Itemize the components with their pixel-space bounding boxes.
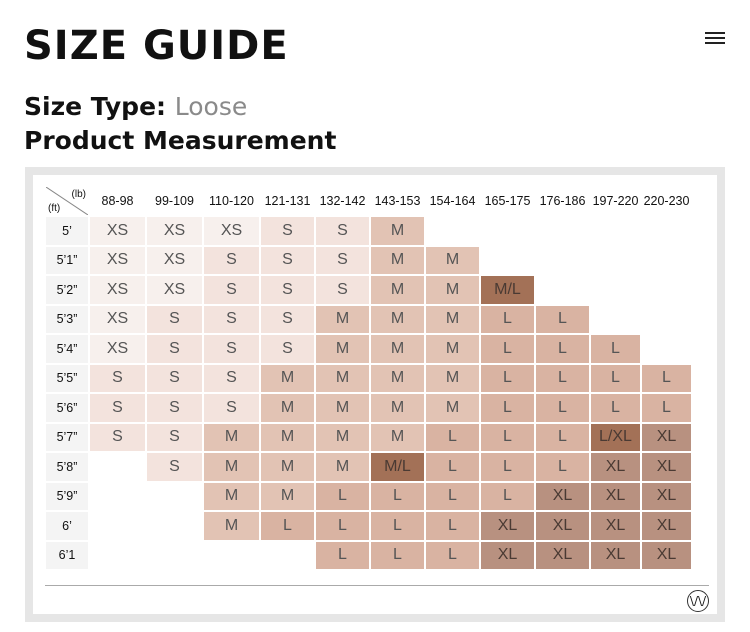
size-cell xyxy=(642,247,691,275)
size-cell: M xyxy=(316,335,369,363)
size-cell xyxy=(204,542,259,570)
weight-column-header: 165-175 xyxy=(484,194,531,208)
size-cell: L xyxy=(371,483,424,511)
size-cell: XL xyxy=(481,512,534,540)
table-row xyxy=(46,276,691,304)
size-cell: L xyxy=(481,365,534,393)
weight-unit-label: (lb) xyxy=(71,189,86,200)
size-cell: M xyxy=(261,483,314,511)
size-cell: M xyxy=(426,335,479,363)
size-cell: L xyxy=(536,424,589,452)
size-cell: S xyxy=(147,335,202,363)
size-cell: L xyxy=(316,542,369,570)
size-cell: XL xyxy=(642,542,691,570)
section-title: Product Measurement xyxy=(24,126,337,155)
size-cell: S xyxy=(90,424,145,452)
size-cell: M xyxy=(316,424,369,452)
size-cell: S xyxy=(204,365,259,393)
size-cell xyxy=(147,512,202,540)
size-cell: L xyxy=(371,512,424,540)
height-row-header: 5’9” xyxy=(46,483,88,511)
size-cell: XL xyxy=(591,483,640,511)
table-row xyxy=(46,394,691,422)
size-cell xyxy=(642,217,691,245)
size-cell: M xyxy=(204,453,259,481)
weight-column-header: 220-230 xyxy=(643,194,690,208)
size-cell: M xyxy=(204,483,259,511)
size-cell: L xyxy=(426,542,479,570)
corner-header-cell xyxy=(46,187,88,215)
size-cell: L xyxy=(642,394,691,422)
size-cell: M xyxy=(316,365,369,393)
size-cell: M xyxy=(204,424,259,452)
size-cell: XS xyxy=(147,217,202,245)
weight-column-header: 99-109 xyxy=(155,194,194,208)
size-cell: L xyxy=(481,453,534,481)
size-cell: XS xyxy=(90,247,145,275)
weight-column-header: 176-186 xyxy=(539,194,586,208)
weight-column-header: 197-220 xyxy=(592,194,639,208)
size-cell: M xyxy=(371,306,424,334)
size-cell: XS xyxy=(90,335,145,363)
size-cell: M xyxy=(371,365,424,393)
size-cell: S xyxy=(147,306,202,334)
brand-logo-icon: \/\/ xyxy=(687,590,709,612)
size-cell: XL xyxy=(481,542,534,570)
weight-column-header: 132-142 xyxy=(319,194,366,208)
size-cell: L xyxy=(481,424,534,452)
size-cell: S xyxy=(147,394,202,422)
size-cell xyxy=(481,217,534,245)
size-cell: XL xyxy=(642,453,691,481)
size-cell xyxy=(426,217,479,245)
size-cell: L xyxy=(426,483,479,511)
size-cell xyxy=(536,276,589,304)
size-cell: XL xyxy=(591,453,640,481)
size-cell: M xyxy=(371,424,424,452)
table-row xyxy=(46,365,691,393)
height-row-header: 5’ xyxy=(46,217,88,245)
size-cell: L xyxy=(481,306,534,334)
size-cell: S xyxy=(316,217,369,245)
size-cell: S xyxy=(147,453,202,481)
size-cell: S xyxy=(147,365,202,393)
weight-column-header: 110-120 xyxy=(209,194,254,208)
size-cell: M xyxy=(371,247,424,275)
size-cell: M/L xyxy=(371,453,424,481)
size-cell: XL xyxy=(642,512,691,540)
divider xyxy=(45,585,709,586)
size-cell: M xyxy=(316,306,369,334)
size-cell: L xyxy=(426,453,479,481)
size-cell: L xyxy=(426,512,479,540)
size-cell: L xyxy=(316,512,369,540)
size-cell xyxy=(642,335,691,363)
size-cell: M xyxy=(371,335,424,363)
table-row xyxy=(46,306,691,334)
size-cell: L xyxy=(536,365,589,393)
table-body xyxy=(46,217,691,569)
table-row xyxy=(46,217,691,245)
size-cell xyxy=(536,247,589,275)
height-row-header: 6’1 xyxy=(46,542,88,570)
size-cell: XL xyxy=(642,424,691,452)
size-cell: S xyxy=(261,217,314,245)
weight-column-header: 143-153 xyxy=(374,194,421,208)
table-row xyxy=(46,512,691,540)
size-cell: XL xyxy=(536,542,589,570)
size-cell xyxy=(147,542,202,570)
size-cell: L xyxy=(481,394,534,422)
size-cell: M xyxy=(261,424,314,452)
size-cell: XS xyxy=(90,306,145,334)
size-cell: S xyxy=(261,276,314,304)
size-cell: M xyxy=(426,276,479,304)
table-row xyxy=(46,483,691,511)
size-cell: S xyxy=(147,424,202,452)
table-header-row xyxy=(46,187,691,215)
size-cell xyxy=(591,247,640,275)
size-cell: XS xyxy=(147,276,202,304)
size-cell xyxy=(591,276,640,304)
table-row xyxy=(46,453,691,481)
size-cell: M xyxy=(261,453,314,481)
size-cell: L xyxy=(481,483,534,511)
size-cell: L xyxy=(591,394,640,422)
size-cell xyxy=(536,217,589,245)
height-row-header: 5’4” xyxy=(46,335,88,363)
size-cell: S xyxy=(204,276,259,304)
size-cell: M xyxy=(261,394,314,422)
size-cell: XL xyxy=(536,512,589,540)
size-cell xyxy=(147,483,202,511)
size-cell: M xyxy=(261,365,314,393)
size-chart-card xyxy=(25,167,725,622)
size-cell: M xyxy=(371,276,424,304)
size-cell: S xyxy=(204,335,259,363)
size-cell: L xyxy=(591,335,640,363)
size-cell xyxy=(261,542,314,570)
size-cell: XL xyxy=(591,542,640,570)
table-row xyxy=(46,335,691,363)
size-cell: M xyxy=(371,217,424,245)
size-cell: L xyxy=(536,453,589,481)
page-title: SIZE GUIDE xyxy=(24,23,289,69)
height-row-header: 5’8” xyxy=(46,453,88,481)
height-row-header: 5’2” xyxy=(46,276,88,304)
size-cell: S xyxy=(90,365,145,393)
size-cell xyxy=(642,306,691,334)
size-cell: L xyxy=(536,394,589,422)
size-cell xyxy=(591,217,640,245)
size-cell: S xyxy=(204,306,259,334)
size-cell: S xyxy=(204,247,259,275)
size-chart-table xyxy=(44,185,693,571)
size-type-line xyxy=(24,90,247,124)
size-cell xyxy=(642,276,691,304)
size-cell: L xyxy=(642,365,691,393)
size-cell: M xyxy=(426,365,479,393)
hamburger-menu-icon[interactable] xyxy=(705,32,725,46)
size-cell: M xyxy=(204,512,259,540)
size-cell: L xyxy=(426,424,479,452)
height-row-header: 5’3” xyxy=(46,306,88,334)
size-cell: M xyxy=(371,394,424,422)
weight-column-header: 88-98 xyxy=(101,194,134,208)
height-row-header: 5’1” xyxy=(46,247,88,275)
size-type-label: Size Type: xyxy=(24,92,167,121)
height-unit-label: (ft) xyxy=(48,203,61,214)
size-cell: S xyxy=(261,247,314,275)
size-cell: L xyxy=(481,335,534,363)
size-chart-panel xyxy=(33,175,717,614)
size-cell xyxy=(90,542,145,570)
size-cell: S xyxy=(90,394,145,422)
size-cell xyxy=(591,306,640,334)
size-cell: M xyxy=(426,306,479,334)
size-cell xyxy=(90,483,145,511)
size-cell: S xyxy=(316,276,369,304)
size-cell: XS xyxy=(90,276,145,304)
height-row-header: 5’6” xyxy=(46,394,88,422)
size-cell: S xyxy=(204,394,259,422)
size-type-value: Loose xyxy=(174,92,248,121)
size-cell: M xyxy=(316,453,369,481)
size-cell: M/L xyxy=(481,276,534,304)
table-row xyxy=(46,542,691,570)
weight-column-header: 154-164 xyxy=(429,194,476,208)
size-cell: M xyxy=(316,394,369,422)
height-row-header: 6’ xyxy=(46,512,88,540)
size-cell: XL xyxy=(642,483,691,511)
size-cell: S xyxy=(261,306,314,334)
size-cell: XS xyxy=(90,217,145,245)
size-cell: M xyxy=(426,394,479,422)
size-cell xyxy=(481,247,534,275)
size-cell: L xyxy=(536,306,589,334)
height-row-header: 5’5” xyxy=(46,365,88,393)
size-cell: M xyxy=(426,247,479,275)
size-cell: XL xyxy=(591,512,640,540)
table-row xyxy=(46,424,691,452)
size-cell: L xyxy=(316,483,369,511)
height-row-header: 5’7” xyxy=(46,424,88,452)
size-cell: L xyxy=(536,335,589,363)
size-cell: L/XL xyxy=(591,424,640,452)
table-row xyxy=(46,247,691,275)
size-cell: S xyxy=(316,247,369,275)
size-cell: L xyxy=(591,365,640,393)
size-cell: XL xyxy=(536,483,589,511)
size-cell: L xyxy=(261,512,314,540)
size-cell xyxy=(90,512,145,540)
size-cell xyxy=(90,453,145,481)
size-cell: S xyxy=(261,335,314,363)
size-cell: L xyxy=(371,542,424,570)
size-cell: XS xyxy=(204,217,259,245)
size-cell: XS xyxy=(147,247,202,275)
weight-column-header: 121-131 xyxy=(264,194,311,208)
